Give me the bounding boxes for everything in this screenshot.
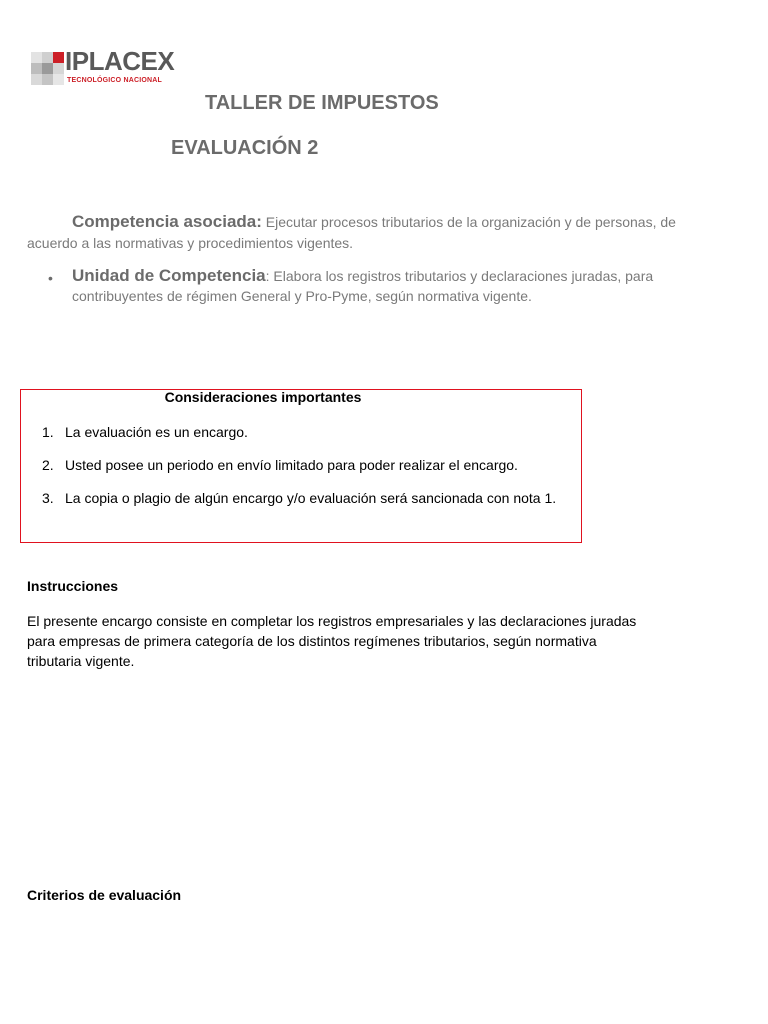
list-item-text: Usted posee un periodo en envío limitado para poder realizar el encargo. bbox=[65, 457, 518, 473]
page-title: TALLER DE IMPUESTOS bbox=[205, 92, 439, 114]
page-subtitle: EVALUACIÓN 2 bbox=[171, 137, 319, 159]
list-item bbox=[42, 422, 582, 442]
list-item bbox=[42, 488, 582, 508]
iplacex-logo bbox=[31, 46, 191, 90]
unidad-competencia bbox=[48, 266, 668, 306]
instrucciones-body: El presente encargo consiste en completar los registros empresariales y las declaraciones juradas para empresas de primera categoría de los distintos regímenes tributarios, según normativa tributaria vigente. bbox=[27, 613, 637, 669]
competencia-text: Ejecutar procesos tributarios de la organización y de personas, de acuerdo a las normativas y procedimientos vigentes. bbox=[27, 214, 676, 251]
list-item-number: 2. bbox=[42, 457, 54, 473]
list-item-number: 3. bbox=[42, 490, 54, 506]
list-item-text: La copia o plagio de algún encargo y/o evaluación será sancionada con nota 1. bbox=[65, 490, 557, 506]
unidad-label: Unidad de Competencia bbox=[72, 266, 266, 285]
list-item-text: La evaluación es un encargo. bbox=[65, 424, 248, 440]
list-item bbox=[42, 455, 582, 475]
logo-tagline: TECNOLÓGICO NACIONAL bbox=[67, 77, 162, 84]
list-item-number: 1. bbox=[42, 424, 54, 440]
consideraciones-list bbox=[42, 422, 582, 521]
unidad-text: : Elabora los registros tributarios y declaraciones juradas, para contribuyentes de régimen General y Pro-Pyme, según normativa vigente. bbox=[72, 268, 654, 304]
competencia-asociada bbox=[27, 211, 687, 254]
logo-wordmark: IPLACEX bbox=[65, 46, 175, 76]
competencia-label: Competencia asociada: bbox=[72, 212, 262, 231]
consideraciones-title: Consideraciones importantes bbox=[164, 389, 362, 405]
bullet-icon: • bbox=[48, 270, 53, 286]
logo-squares-icon bbox=[31, 52, 65, 86]
criterios-heading: Criterios de evaluación bbox=[27, 887, 182, 903]
instrucciones-heading: Instrucciones bbox=[27, 578, 119, 594]
